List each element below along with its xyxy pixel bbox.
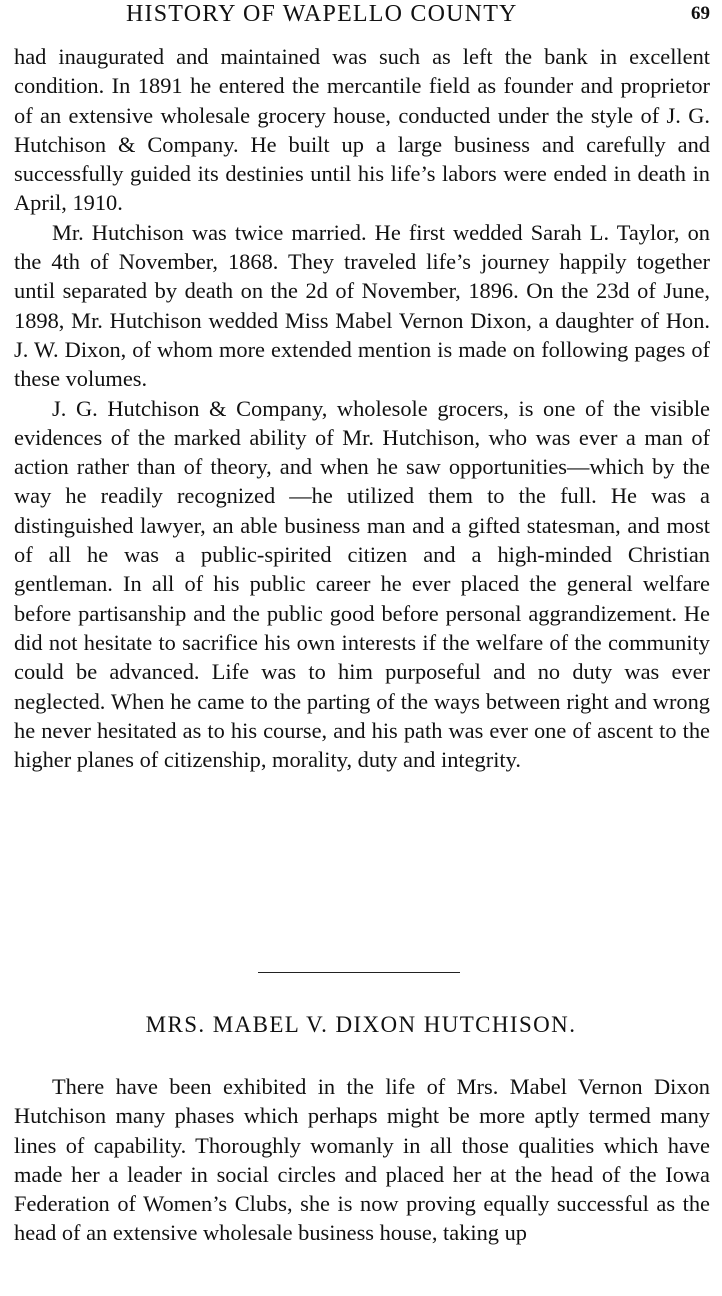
paragraph-continued: had inaugurated and maintained was such as left the bank in excellent condition. In 1891 he entered the mercantile field as founder and proprietor of an extensive wholesale grocery house, conducted under the style of J. G. Hutchison & Company. He built up a large business and carefully and successfully guided its destinies until his life’s labors were ended in death in April, 1910. [14, 44, 710, 216]
paragraph-section-intro: There have been exhibited in the life of Mrs. Mabel Vernon Dixon Hutchison many phases which perhaps might be more aptly termed many lines of capability. Thoroughly womanly in all those qualities which have made her a leader in social circles and placed her at the head of the Iowa Federation of Women’s Clubs, she is now proving equally successful as the head of an extensive wholesale business house, taking up [14, 1074, 710, 1246]
paragraph-marriages: Mr. Hutchison was twice married. He first wedded Sarah L. Taylor, on the 4th of November, 1868. They traveled life’s journey happily together until separated by death on the 2d of November, 1896. On the 23d of June, 1898, Mr. Hutchison wedded Miss Mabel Vernon Dixon, a daughter of Hon. J. W. Dixon, of whom more extended mention is made on following pages of these volumes. [14, 219, 710, 392]
paragraph-company: J. G. Hutchison & Company, wholesole grocers, is one of the visible evidences of the marked ability of Mr. Hutchison, who was ever a man of action rather than of theory, and when he saw opportunities—which by the way he readily recognized —he utilized them to the full. He was a distinguished lawyer, an able business man and a gifted statesman, and most of all he was a public-spirited citizen and a high-minded Christian gentleman. In all of his public career he ever placed the general welfare before partisanship and the public good before personal aggrandizement. He did not hesitate to sacrifice his own interests if the welfare of the community could be advanced. Life was to him purposeful and no duty was ever neglected. When he came to the parting of the ways between right and wrong he never hesitated as to his course, and his path was ever one of ascent to the higher planes of citizenship, morality, duty and integrity. [14, 395, 710, 773]
biography-text [14, 42, 710, 774]
page-number: 69 [691, 3, 710, 24]
running-head [0, 0, 722, 28]
section-text [14, 1072, 710, 1248]
section-heading: MRS. MABEL V. DIXON HUTCHISON. [145, 1012, 577, 1037]
running-title: HISTORY OF WAPELLO COUNTY [126, 1, 518, 27]
section-divider [258, 972, 460, 973]
